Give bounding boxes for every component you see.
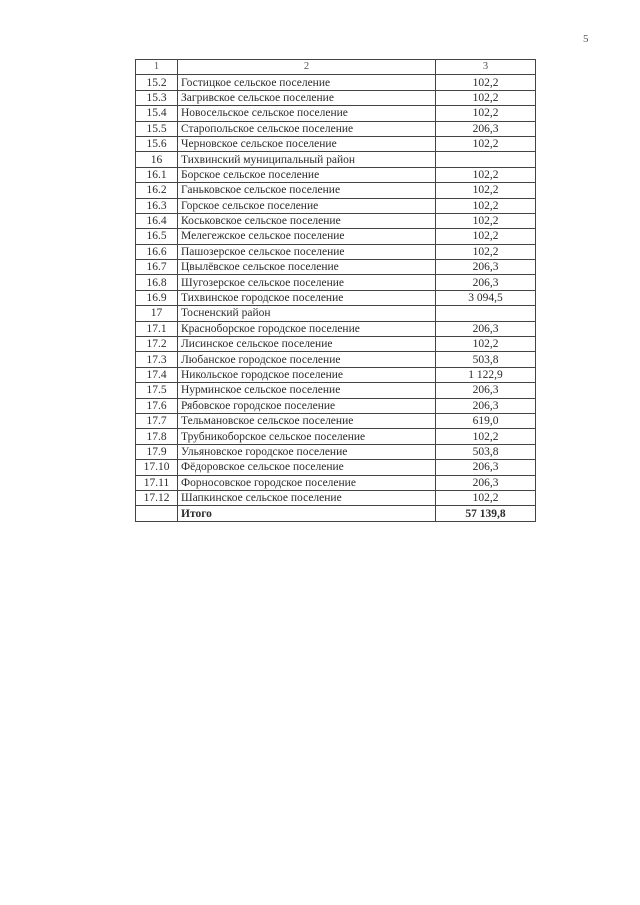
settlement-name-cell: Любанское городское поселение xyxy=(178,352,436,367)
table-row xyxy=(136,183,536,198)
amount-cell xyxy=(436,152,536,167)
table-row xyxy=(136,475,536,490)
row-number-cell: 16.7 xyxy=(136,260,178,275)
settlement-name-cell: Шапкинское сельское поселение xyxy=(178,490,436,505)
table-row xyxy=(136,306,536,321)
settlement-name-cell: Старопольское сельское поселение xyxy=(178,121,436,136)
settlement-name-cell: Фёдоровское сельское поселение xyxy=(178,460,436,475)
table-row xyxy=(136,383,536,398)
amount-cell: 102,2 xyxy=(436,167,536,182)
table-row xyxy=(136,444,536,459)
table-row xyxy=(136,352,536,367)
row-number-cell: 16.9 xyxy=(136,290,178,305)
total-row xyxy=(136,506,536,521)
row-number-cell: 16 xyxy=(136,152,178,167)
row-number-cell: 15.4 xyxy=(136,106,178,121)
column-header-2: 2 xyxy=(178,60,436,75)
settlement-name-cell: Рябовское городское поселение xyxy=(178,398,436,413)
table-row xyxy=(136,413,536,428)
amount-cell: 102,2 xyxy=(436,213,536,228)
table-row xyxy=(136,244,536,259)
settlement-name-cell: Цвылёвское сельское поселение xyxy=(178,260,436,275)
settlement-name-cell: Черновское сельское поселение xyxy=(178,136,436,151)
table-row xyxy=(136,321,536,336)
row-number-cell: 15.3 xyxy=(136,90,178,105)
table-row xyxy=(136,90,536,105)
total-label: Итого xyxy=(178,506,436,521)
row-number-cell: 17.1 xyxy=(136,321,178,336)
amount-cell: 206,3 xyxy=(436,475,536,490)
amount-cell: 102,2 xyxy=(436,490,536,505)
row-number-cell: 16.3 xyxy=(136,198,178,213)
amount-cell: 102,2 xyxy=(436,244,536,259)
settlement-name-cell: Тельмановское сельское поселение xyxy=(178,413,436,428)
table-row xyxy=(136,460,536,475)
row-number-cell: 17.10 xyxy=(136,460,178,475)
settlement-name-cell: Никольское городское поселение xyxy=(178,367,436,382)
table-row xyxy=(136,136,536,151)
row-number-cell: 16.2 xyxy=(136,183,178,198)
amount-cell: 619,0 xyxy=(436,413,536,428)
row-number-cell: 16.4 xyxy=(136,213,178,228)
settlement-name-cell: Загривское сельское поселение xyxy=(178,90,436,105)
page-number: 5 xyxy=(583,33,589,45)
settlement-name-cell: Нурминское сельское поселение xyxy=(178,383,436,398)
row-number-cell: 16.6 xyxy=(136,244,178,259)
settlement-name-cell: Ульяновское городское поселение xyxy=(178,444,436,459)
amount-cell: 503,8 xyxy=(436,352,536,367)
amount-cell: 1 122,9 xyxy=(436,367,536,382)
settlement-name-cell: Горское сельское поселение xyxy=(178,198,436,213)
settlement-name-cell: Форносовское городское поселение xyxy=(178,475,436,490)
settlement-name-cell: Красноборское городское поселение xyxy=(178,321,436,336)
row-number-cell: 17 xyxy=(136,306,178,321)
settlement-name-cell: Тихвинское городское поселение xyxy=(178,290,436,305)
table-body xyxy=(136,60,536,522)
row-number-cell: 17.9 xyxy=(136,444,178,459)
amount-cell: 206,3 xyxy=(436,260,536,275)
amount-cell: 206,3 xyxy=(436,398,536,413)
row-number-cell: 16.5 xyxy=(136,229,178,244)
table-row xyxy=(136,198,536,213)
amount-cell: 102,2 xyxy=(436,106,536,121)
table-row xyxy=(136,275,536,290)
column-header-3: 3 xyxy=(436,60,536,75)
amount-cell: 206,3 xyxy=(436,275,536,290)
table-row xyxy=(136,167,536,182)
amount-cell: 503,8 xyxy=(436,444,536,459)
column-header-1: 1 xyxy=(136,60,178,75)
amount-cell: 102,2 xyxy=(436,75,536,90)
amount-cell: 102,2 xyxy=(436,337,536,352)
amount-cell: 206,3 xyxy=(436,383,536,398)
table-header-row xyxy=(136,60,536,75)
row-number-cell: 15.6 xyxy=(136,136,178,151)
amount-cell: 102,2 xyxy=(436,198,536,213)
amount-cell: 102,2 xyxy=(436,229,536,244)
settlement-name-cell: Ганьковское сельское поселение xyxy=(178,183,436,198)
amount-cell xyxy=(436,306,536,321)
total-amount: 57 139,8 xyxy=(436,506,536,521)
table-row xyxy=(136,490,536,505)
table-row xyxy=(136,337,536,352)
table-row xyxy=(136,429,536,444)
row-number-cell: 17.2 xyxy=(136,337,178,352)
settlement-name-cell: Тихвинский муниципальный район xyxy=(178,152,436,167)
row-number-cell: 17.12 xyxy=(136,490,178,505)
settlement-name-cell: Гостицкое сельское поселение xyxy=(178,75,436,90)
amount-cell: 102,2 xyxy=(436,136,536,151)
row-number-cell: 17.7 xyxy=(136,413,178,428)
row-number-cell: 15.2 xyxy=(136,75,178,90)
amount-cell: 102,2 xyxy=(436,429,536,444)
table-row xyxy=(136,290,536,305)
settlement-name-cell: Мелегежское сельское поселение xyxy=(178,229,436,244)
settlement-name-cell: Трубникоборское сельское поселение xyxy=(178,429,436,444)
settlement-name-cell: Новосельское сельское поселение xyxy=(178,106,436,121)
amount-cell: 206,3 xyxy=(436,121,536,136)
row-number-cell: 16.1 xyxy=(136,167,178,182)
settlement-name-cell: Тосненский район xyxy=(178,306,436,321)
table-row xyxy=(136,106,536,121)
settlement-name-cell: Лисинское сельское поселение xyxy=(178,337,436,352)
settlement-name-cell: Борское сельское поселение xyxy=(178,167,436,182)
total-number-cell xyxy=(136,506,178,521)
settlement-name-cell: Пашозерское сельское поселение xyxy=(178,244,436,259)
table-row xyxy=(136,213,536,228)
amount-cell: 3 094,5 xyxy=(436,290,536,305)
settlement-name-cell: Шугозерское сельское поселение xyxy=(178,275,436,290)
row-number-cell: 17.6 xyxy=(136,398,178,413)
row-number-cell: 17.8 xyxy=(136,429,178,444)
row-number-cell: 17.11 xyxy=(136,475,178,490)
table-row xyxy=(136,152,536,167)
table-row xyxy=(136,75,536,90)
table-row xyxy=(136,398,536,413)
amount-cell: 102,2 xyxy=(436,183,536,198)
allocation-table xyxy=(135,59,536,522)
settlement-name-cell: Коськовское сельское поселение xyxy=(178,213,436,228)
table-row xyxy=(136,229,536,244)
row-number-cell: 16.8 xyxy=(136,275,178,290)
table-row xyxy=(136,121,536,136)
amount-cell: 206,3 xyxy=(436,321,536,336)
table-row xyxy=(136,367,536,382)
row-number-cell: 17.3 xyxy=(136,352,178,367)
row-number-cell: 17.4 xyxy=(136,367,178,382)
amount-cell: 102,2 xyxy=(436,90,536,105)
row-number-cell: 17.5 xyxy=(136,383,178,398)
row-number-cell: 15.5 xyxy=(136,121,178,136)
table-row xyxy=(136,260,536,275)
amount-cell: 206,3 xyxy=(436,460,536,475)
